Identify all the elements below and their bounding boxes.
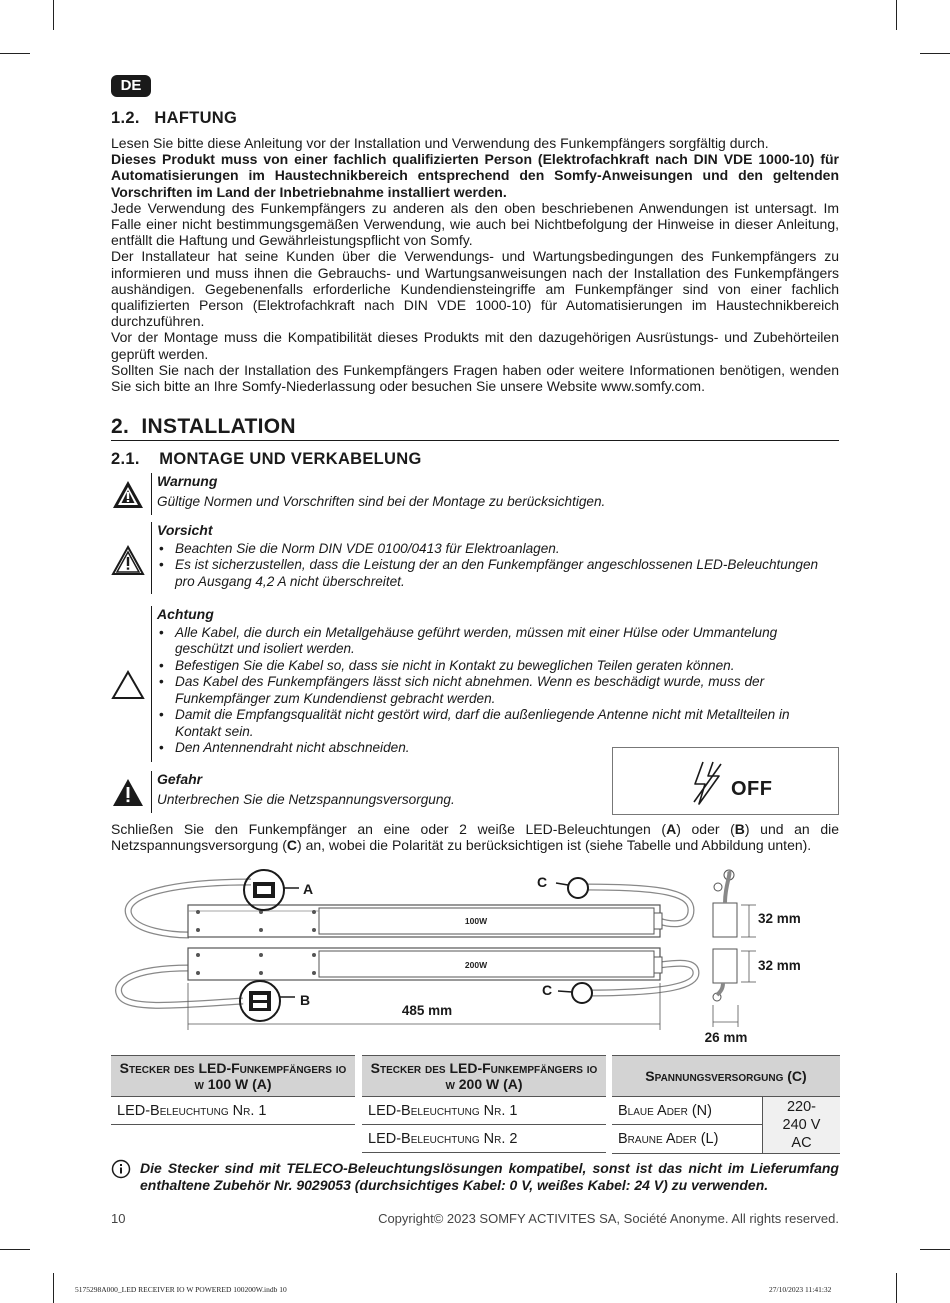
table-column-200w [362, 1055, 606, 1153]
crop-mark [920, 1249, 950, 1250]
notice-warnung [111, 473, 839, 515]
section-number: 2.1. [111, 450, 140, 468]
list-item: • Damit die Empfangsqualität nicht gestört wird, darf die außenliegende Antenne nicht mit Metallteilen in Kontakt sein. [175, 707, 835, 740]
crop-mark [53, 1273, 54, 1303]
connection-instruction [111, 821, 839, 853]
notice-list [157, 541, 825, 591]
ref-b: B [734, 821, 745, 837]
text-fragment: ) an, wobei die Polarität zu berücksichtigen ist (siehe Tabelle und Abbildung unten). [297, 837, 812, 854]
list-item: • Den Antennendraht nicht abschneiden. [175, 740, 835, 757]
section-heading-haftung [111, 109, 237, 128]
list-item: • Es ist sicherzustellen, dass die Leistung der an den Funkempfänger angeschlossenen LED-Beleuchtungen pro Ausgang 4,2 A nicht überschreitet. [175, 557, 825, 590]
table-cell: LED-Beleuchtung Nr. 1 [362, 1097, 606, 1125]
table-cell: Braune Ader (L) [612, 1125, 762, 1153]
notice-gefahr [111, 771, 591, 813]
list-item: • Beachten Sie die Norm DIN VDE 0100/0413 für Elektroanlagen. [175, 541, 825, 558]
section-heading-montage [111, 450, 422, 469]
dimension-length: 485 mm [401, 1003, 453, 1018]
receiver-diagram [111, 865, 839, 1050]
crop-mark [896, 1273, 897, 1303]
table-header: Stecker des LED-Funkempfängers io w 100 W (A) [111, 1055, 355, 1097]
list-item: • Befestigen Sie die Kabel so, dass sie nicht in Kontakt zu beweglichen Teilen geraten können. [175, 658, 835, 675]
paragraph: Lesen Sie bitte diese Anleitung vor der Installation und Verwendung des Funkempfängers sorgfältig durch. [111, 135, 769, 151]
crop-mark [920, 53, 950, 54]
table-column-100w [111, 1055, 355, 1125]
chapter-number: 2. [111, 415, 130, 438]
notice-body [151, 473, 605, 515]
copyright: Copyright© 2023 SOMFY ACTIVITES SA, Société Anonyme. All rights reserved. [378, 1211, 839, 1226]
table-cell: Blaue Ader (N) [612, 1097, 762, 1125]
crop-mark [896, 0, 897, 30]
info-note-text: Die Stecker sind mit TELECO-Beleuchtungslösungen kompatibel, sonst ist das nicht im Lieferumfang enthaltene Zubehör Nr. 9029053 (durchsichtiges Kabel: 0 V, weißes Kabel: 24 V) zu verwenden. [140, 1160, 839, 1193]
chapter-title: INSTALLATION [141, 415, 296, 438]
device-label-100w: 100W [464, 916, 488, 926]
danger-triangle-icon [111, 776, 145, 810]
diagram-label-c1: C [537, 874, 548, 890]
table-cell: LED-Beleuchtung Nr. 2 [362, 1125, 606, 1153]
lightning-off-icon [691, 760, 725, 806]
diagram-label-a: A [303, 881, 314, 897]
paragraph-bold: Dieses Produkt muss von einer fachlich qualifizierten Person (Elektrofachkraft nach DIN VDE 1000-10) für Automatisierungen im Haustechnikbereich entsprechend den Somfy-Anweisungen und den geltenden Vorschriften im Land der Inbetriebnahme installiert werden. [111, 151, 839, 200]
notice-text: Gültige Normen und Vorschriften sind bei der Montage zu berücksichtigen. [157, 493, 606, 509]
language-badge: DE [111, 75, 151, 97]
ref-a: A [666, 821, 677, 837]
warning-filled-icon [111, 478, 145, 512]
section-number: 1.2. [111, 109, 140, 127]
info-icon [111, 1159, 131, 1179]
notice-list [157, 625, 835, 757]
paragraph: Jede Verwendung des Funkempfängers zu anderen als den oben beschriebenen Anwendungen ist untersagt. Im Falle einer nicht bestimmungsgemäßen Verwendung, wie auch bei Nichtbefolgung der Hinweise in dieser Anleitung, entfällt die Haftung und Gewährleistungspflicht von Somfy. [111, 199, 839, 249]
device-label-200w: 200W [464, 960, 488, 970]
text-fragment: ) oder ( [676, 821, 735, 837]
off-label: OFF [731, 778, 773, 800]
section-title: HAFTUNG [154, 109, 238, 127]
notice-title: Gefahr [157, 771, 203, 787]
paragraph: Vor der Montage muss die Kompatibilität dieses Produkts mit den dazugehörigen Ausrüstungs- und Zubehörteilen geprüft werden. [111, 329, 839, 362]
notice-vorsicht [111, 522, 839, 597]
dimension-height-2: 32 mm [758, 958, 801, 973]
notice-text: Unterbrechen Sie die Netzspannungsversorgung. [157, 791, 455, 807]
supply-block [612, 1097, 840, 1154]
crop-mark [0, 53, 30, 54]
paragraph: Der Installateur hat seine Kunden über die Verwendungs- und Wartungsbedingungen des Funkempfängers zu informieren und muss ihnen die Gebrauchs- und Wartungsanweisungen nach der Installation des Funkempfängers aushändigen. Gegebenenfalls erforderliche Kundendiensteingriffe am Funkempfänger sind von einer fachlich qualifizierten Person (Elektrofachkraft nach DIN VDE 1000-10) für Automatisierungen im Haustechnikbereich durchzuführen. [111, 248, 839, 330]
ref-c: C [286, 837, 298, 854]
power-off-panel [612, 747, 839, 815]
diagram-label-c2: C [542, 982, 553, 998]
print-imprint-date: 27/10/2023 11:41:32 [769, 1285, 832, 1294]
crop-mark [0, 1249, 30, 1250]
notice-body [151, 771, 455, 813]
notice-title: Vorsicht [157, 522, 213, 538]
text-fragment: ) und an die Netzspannungsversorgung ( [111, 821, 840, 854]
warning-outline-icon [111, 544, 145, 578]
notice-title: Achtung [157, 606, 214, 622]
table-header: Stecker des LED-Funkempfängers io w 200 W (A) [362, 1055, 606, 1097]
list-item: • Das Kabel des Funkempfängers lässt sich nicht abnehmen. Wenn es beschädigt wurde, muss der Funkempfänger zum Kundendienst gebracht werden. [175, 674, 785, 707]
diagram-label-b: B [300, 992, 311, 1008]
section-title: MONTAGE UND VERKABELUNG [159, 450, 422, 468]
notice-title: Warnung [157, 473, 218, 489]
chapter-heading-installation [111, 415, 839, 441]
paragraph: Sollten Sie nach der Installation des Funkempfängers Fragen haben oder weitere Informationen benötigen, wenden Sie sich bitte an Ihre Somfy-Niederlassung oder besuchen Sie unsere Website www.somfy.com. [111, 361, 839, 395]
text-fragment: Schließen Sie den Funkempfänger an eine oder 2 weiße LED-Beleuchtungen ( [111, 821, 667, 837]
notice-achtung [111, 606, 839, 764]
print-imprint-file: 5175298A000_LED RECEIVER IO W POWERED 100200W.indb 10 [75, 1285, 287, 1294]
notice-body [151, 522, 825, 594]
list-item: • Alle Kabel, die durch ein Metallgehäuse geführt werden, müssen mit einer Hülse oder Ummantelung geschützt und isoliert werden. [175, 625, 815, 658]
dimension-height-1: 32 mm [758, 911, 801, 926]
table-column-supply [612, 1055, 840, 1154]
notice-body [151, 606, 835, 762]
dimension-depth: 26 mm [704, 1030, 748, 1045]
caution-triangle-icon [111, 668, 145, 702]
crop-mark [53, 0, 54, 30]
voltage-cell: 220-240 V AC [762, 1097, 840, 1153]
table-cell: LED-Beleuchtung Nr. 1 [111, 1097, 355, 1125]
haftung-text [111, 135, 839, 394]
page-number: 10 [111, 1211, 126, 1226]
table-header: Spannungsversorgung (C) [612, 1055, 840, 1097]
